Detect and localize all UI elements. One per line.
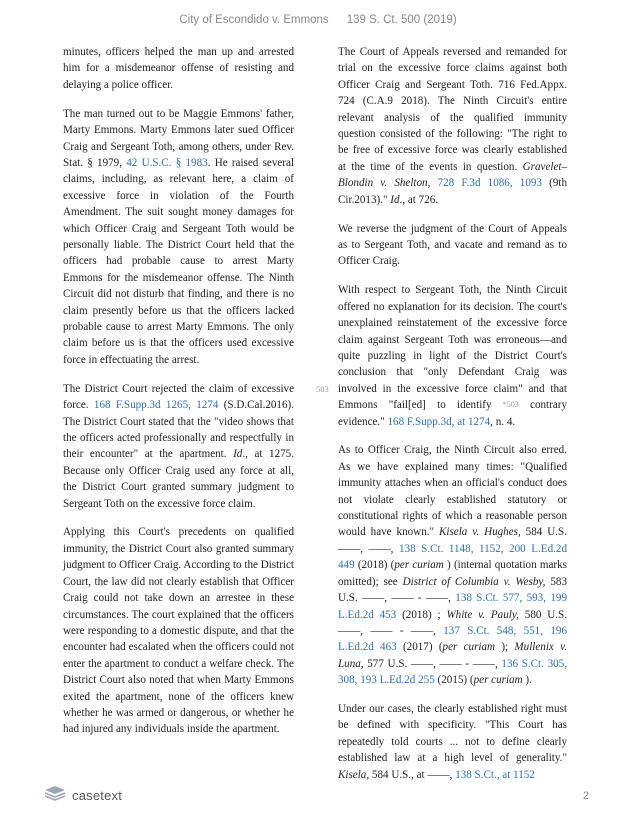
citation-link[interactable]: 137 S.Ct. 548, 551, 196 L.Ed.2d 463	[338, 624, 567, 654]
right-column	[338, 44, 567, 796]
page-number: 2	[582, 790, 589, 802]
citation-link[interactable]: 138 S.Ct. 577, 593, 199 L.Ed.2d 453	[338, 592, 567, 621]
margin-page-number: 503	[316, 384, 329, 394]
paragraph: We reverse the judgment of the Court of Appeals as to Sergeant Toth, and vacate and remand as to Officer Craig.	[338, 222, 567, 268]
citation-link[interactable]: 138 S.Ct. 1148, 1152, 200 L.Ed.2d 449	[338, 542, 568, 572]
casetext-logo[interactable]	[44, 785, 122, 806]
citation-link[interactable]: 728 F.3d 1086, 1093	[437, 177, 542, 190]
casetext-brand-name: casetext	[72, 788, 123, 803]
left-column	[63, 44, 294, 750]
citation-link[interactable]: 136 S.Ct. 305, 308, 193 L.Ed.2d 255	[338, 657, 567, 687]
paragraph: The Court of Appeals reversed and remanded for trial on the excessive force claims against both Officer Craig and Sergeant Toth. 716 Fed.Appx. 724 (C.A.9 2018). The Ninth Circuit's entire relevant analysis of the qualified immunity question consisted of the following: "The right to be free of excessive force was clearly established at the time of the events in question. Gravelet–Blondin v. Shelton, 728 F.3d 1086, 1093 (9th Cir.2013)." Id., at 726.	[338, 46, 567, 206]
paragraph: The man turned out to be Maggie Emmons' father, Marty Emmons. Marty Emmons later sued Officer Craig and Sergeant Toth, among others, under Rev. Stat. § 1979, 42 U.S.C. § 1983. He raised several claims, including, as relevant here, a claim of excessive force in violation of the Fourth Amendment. The suit sought money damages for which Officer Craig and Sergeant Toth would be personally liable. The District Court held that the officers had probable cause to arrest Marty Emmons for the misdemeanor offense. The Ninth Circuit did not disturb that finding, and there is no claim presently before us that the officers lacked probable cause to arrest Marty Emmons. The only claim before us is that the officers used excessive force in effectuating the arrest.	[63, 107, 294, 366]
citation-link[interactable]: 138 S.Ct., at 1152	[455, 768, 535, 781]
page-header	[0, 14, 636, 26]
paragraph: Applying this Court's precedents on qualified immunity, the District Court also granted summary judgment to Officer Craig. According to the District Court, the law did not clearly establish that Officer Craig could not take down an arrestee in these circumstances. The court explained that the officers were responding to a domestic dispute, and that the encounter had escalated when the officers could not enter the apartment to conduct a welfare check. The District Court also noted that when Marty Emmons exited the apartment, none of the officers knew whether he was armed or dangerous, or whether he had injured any individuals inside the apartment.	[63, 526, 294, 736]
citation-link[interactable]: 168 F.Supp.3d 1265, 1274	[93, 399, 219, 412]
citation-link[interactable]: 168 F.Supp.3d, at 1274	[387, 415, 491, 428]
paragraph: With respect to Sergeant Toth, the Ninth Circuit offered no explanation for its decision. The court's unexplained reinstatement of the excessive force claim against Sergeant Toth was erroneous—and quite puzzling in light of the District Court's conclusion that "only Defendant Craig was involved in the excessive force claim" and that Emmons "fail[ed] to identify *503 contrary evidence." 168 F.Supp.3d, at 1274, n. 4.	[338, 284, 567, 428]
case-name: City of Escondido v. Emmons	[179, 14, 329, 26]
case-citation: 139 S. Ct. 500 (2019)	[346, 14, 457, 26]
paragraph: minutes, officers helped the man up and arrested him for a misdemeanor offense of resisting and delaying a police officer.	[63, 46, 294, 91]
paragraph: Under our cases, the clearly established right must be defined with specificity. "This Court has repeatedly told courts ... not to define clearly established law at a high level of generality." Kisela, 584 U.S., at ——, 138 S.Ct., at 1152	[338, 703, 567, 781]
paragraph: The District Court rejected the claim of excessive force. 168 F.Supp.3d 1265, 1274 (S.D.Cal.2016). The District Court stated that the "video shows that the officers acted professionally and respectfully in their encounter" at the apartment. Id., at 1275. Because only Officer Craig used any force at all, the District Court granted summary judgment to Sergeant Toth on the excessive force claim.	[63, 382, 295, 510]
casetext-logo-icon	[44, 785, 66, 806]
citation-link[interactable]: 42 U.S.C. § 1983	[126, 156, 208, 169]
star-page-marker: *503	[502, 400, 519, 410]
paragraph: As to Officer Craig, the Ninth Circuit also erred. As we have explained many times: "Qualified immunity attaches when an official's conduct does not violate clearly established statutory or constitutional rights of which a reasonable person would have known." Kisela v. Hughes, 584 U.S. ——, ——, 138 S.Ct. 1148, 1152, 200 L.Ed.2d 449 (2018) (per curiam ) (internal quotation marks omitted); see District of Columbia v. Wesby, 583 U.S. ——, —— - ——, 138 S.Ct. 577, 593, 199 L.Ed.2d 453 (2018) ; White v. Pauly, 580 U.S. ——, —— - ——, 137 S.Ct. 548, 551, 196 L.Ed.2d 463 (2017) (per curiam ); Mullenix v. Luna, 577 U.S. ——, —— - ——, 136 S.Ct. 305, 308, 193 L.Ed.2d 255 (2015) (per curiam ).	[338, 444, 568, 687]
